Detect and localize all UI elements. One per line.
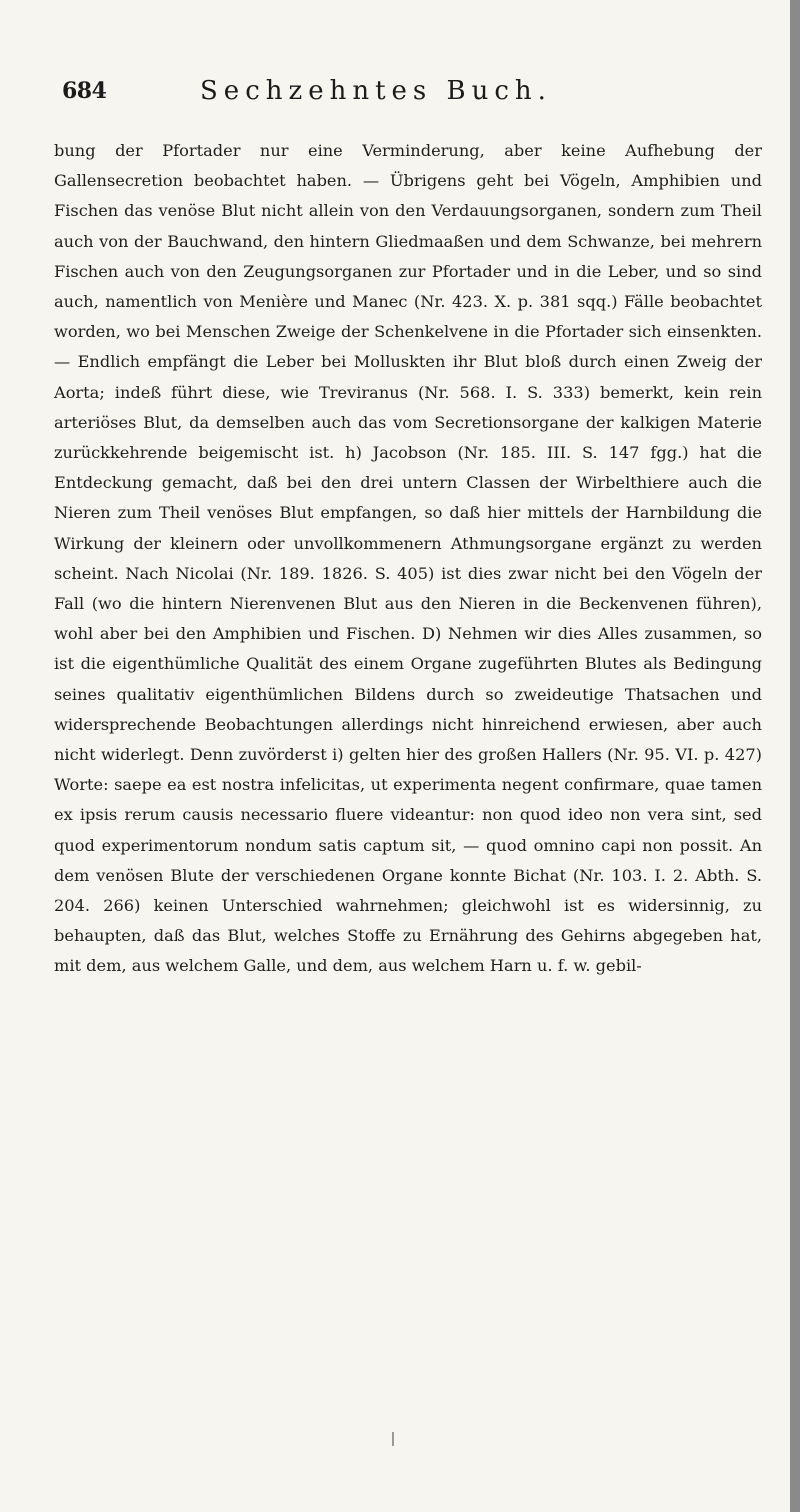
page-edge-shadow (790, 0, 800, 1512)
page-number: 684 (62, 78, 107, 104)
page-header (62, 78, 762, 122)
print-mark (392, 1432, 394, 1446)
body-text: bung der Pfortader nur eine Verminderung, aber keine Aufhebung der Gallensecretion beobachtet haben. — Übrigens geht bei Vögeln, Amphibien und Fischen das venöse Blut nicht allein von den Verdauungsorganen, sondern zum Theil auch von der Bauchwand, den hintern Gliedmaaßen und dem Schwanze, bei mehrern Fischen auch von den Zeugungsorganen zur Pfortader und in die Leber, und so sind auch, namentlich von Menière und Manec (Nr. 423. X. p. 381 sqq.) Fälle beobachtet worden, wo bei Menschen Zweige der Schenkelvene in die Pfortader sich einsenkten. — Endlich empfängt die Leber bei Molluskten ihr Blut bloß durch einen Zweig der Aorta; indeß führt diese, wie Treviranus (Nr. 568. I. S. 333) bemerkt, kein rein arteriöses Blut, da demselben auch das vom Secretionsorgane der kalkigen Materie zurückkehrende beigemischt ist. h) Jacobson (Nr. 185. III. S. 147 fgg.) hat die Entdeckung gemacht, daß bei den drei untern Classen der Wirbelthiere auch die Nieren zum Theil venöses Blut empfangen, so daß hier mittels der Harnbildung die Wirkung der kleinern oder unvollkommenern Athmungsorgane ergänzt zu werden scheint. Nach Nicolai (Nr. 189. 1826. S. 405) ist dies zwar nicht bei den Vögeln der Fall (wo die hintern Nierenvenen Blut aus den Nieren in die Beckenvenen führen), wohl aber bei den Amphibien und Fischen. D) Nehmen wir dies Alles zusammen, so ist die eigenthümliche Qualität des einem Organe zugeführten Blutes als Bedingung seines qualitativ eigenthümlichen Bildens durch so zweideutige Thatsachen und widersprechende Beobachtungen allerdings nicht hinreichend erwiesen, aber auch nicht widerlegt. Denn zuvörderst i) gelten hier des großen Hallers (Nr. 95. VI. p. 427) Worte: saepe ea est nostra infelicitas, ut experimenta negent confirmare, quae tamen ex ipsis rerum causis necessario fluere videantur: non quod ideo non vera sint, sed quod experimentorum nondum satis captum sit, — quod omnino capi non possit. An dem venösen Blute der verschiedenen Organe konnte Bichat (Nr. 103. I. 2. Abth. S. 204. 266) keinen Unterschied wahrnehmen; gleichwohl ist es widersinnig, zu behaupten, daß das Blut, welches Stoffe zu Ernährung des Gehirns abgegeben hat, mit dem, aus welchem Galle, und dem, aus welchem Harn u. f. w. gebil- (54, 141, 762, 976)
running-head: Sechzehntes Buch. (200, 76, 552, 106)
